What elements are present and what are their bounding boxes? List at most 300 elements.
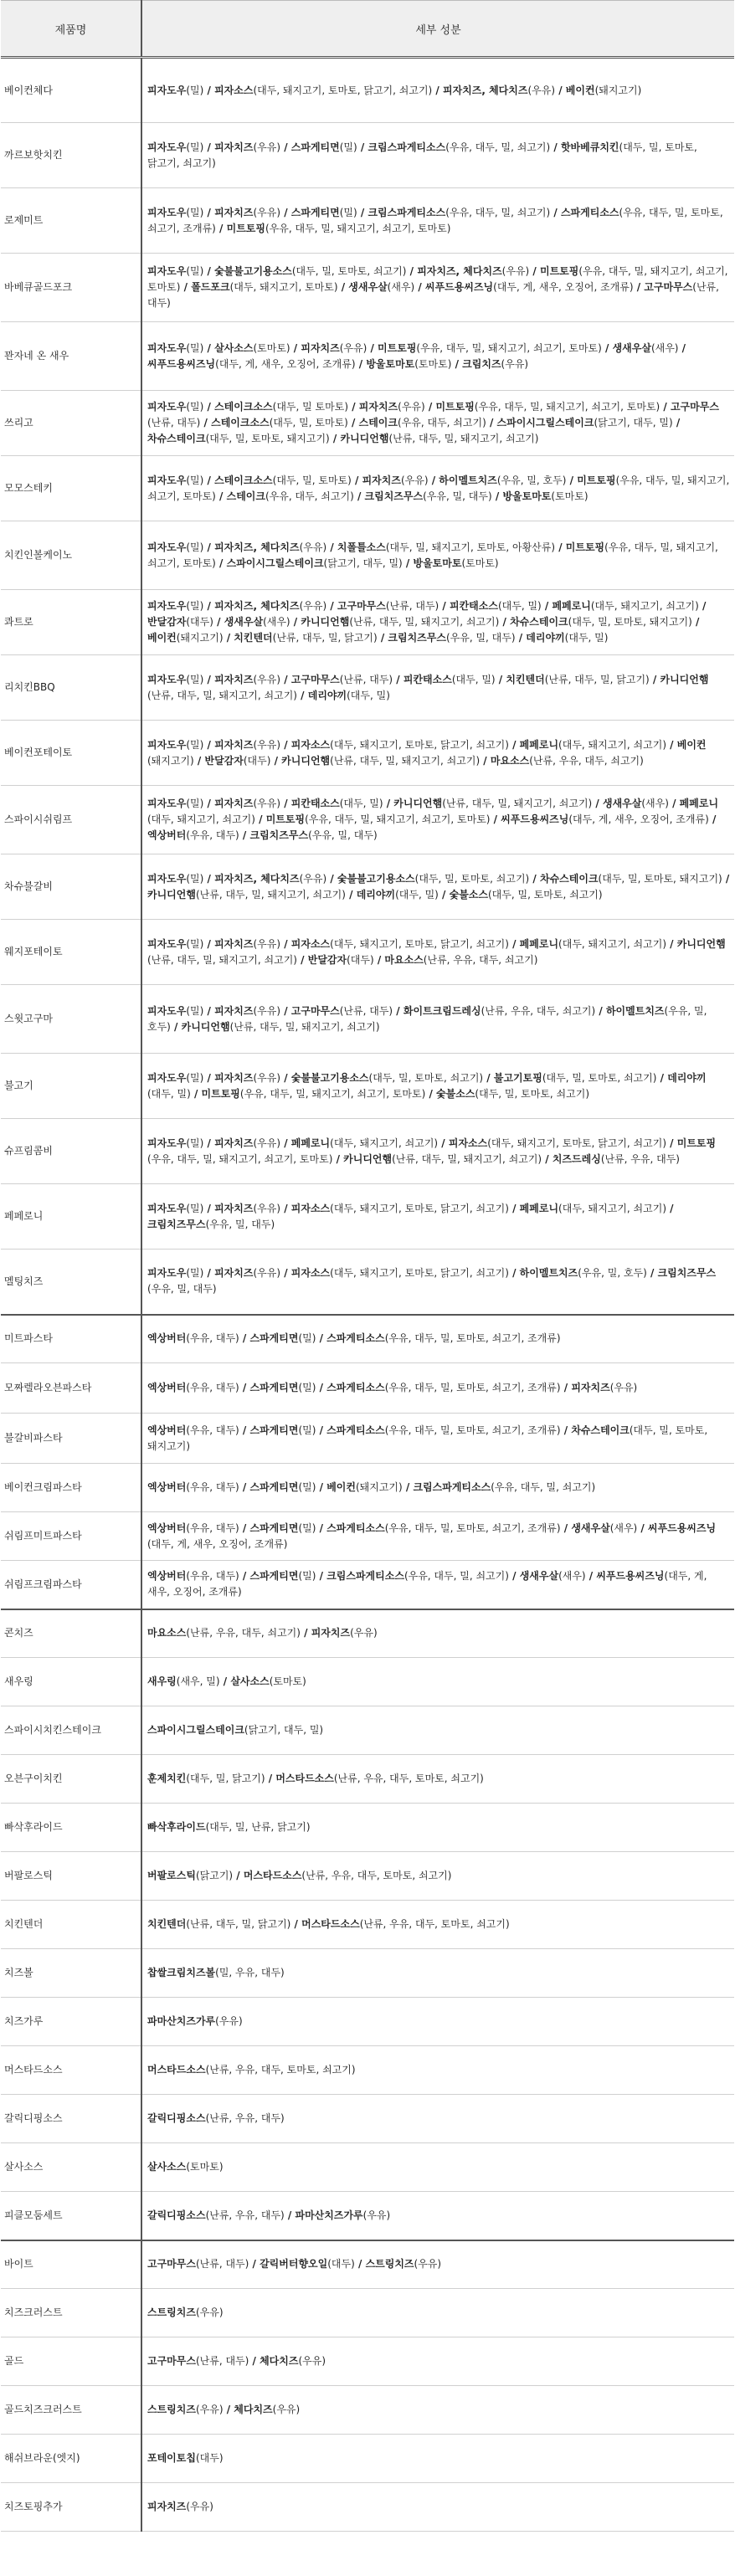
separator-slash: / (555, 84, 566, 96)
product-name-cell: 모모스테키 (1, 456, 141, 521)
ingredient-detail-cell (141, 786, 734, 854)
ingredient-item (510, 616, 692, 628)
ingredient-item (260, 2258, 355, 2270)
ingredient-item (147, 2355, 249, 2367)
separator-slash: / (555, 541, 566, 553)
allergen-list: (우유) (253, 738, 281, 751)
separator-slash: / (560, 1521, 572, 1534)
ingredient-item (214, 475, 352, 486)
allergen-list: (우유, 대두, 밀, 쇠고기) (403, 1570, 509, 1583)
separator-slash: / (180, 281, 192, 293)
allergen-list: (우유, 밀, 호두) (496, 474, 567, 486)
ingredient-name: 버팔로스틱 (147, 1870, 196, 1881)
ingredient-name: 생새우살 (519, 1570, 559, 1583)
separator-slash: / (203, 141, 215, 153)
ingredient-name: 갈릭버터향오일 (260, 2258, 328, 2271)
allergen-list: (새우) (263, 616, 290, 628)
ingredient-item (291, 739, 509, 751)
ingredient-name: 스파게티소스 (560, 206, 619, 218)
table-row (1, 188, 734, 254)
ingredient-name: 고구마무스 (147, 2258, 196, 2271)
ingredient-detail-cell (141, 456, 734, 521)
allergen-list: (우유) (501, 265, 530, 277)
ingredient-item (337, 541, 555, 553)
ingredient-name: 체다치즈 (260, 2355, 299, 2367)
ingredient-item (366, 2258, 442, 2270)
ingredient-detail-cell (141, 2240, 734, 2289)
separator-slash: / (347, 417, 359, 428)
allergen-list: (난류, 우유, 대두, 토마토, 쇠고기) (359, 1918, 510, 1930)
allergen-list: (닭고기, 대두, 밀) (594, 417, 673, 428)
allergen-list: (밀) (186, 474, 204, 486)
product-name-cell: 콰트로 (1, 590, 141, 655)
table-row (1, 1464, 734, 1512)
separator-slash: / (668, 798, 680, 809)
separator-slash: / (203, 265, 215, 277)
separator-slash: / (203, 1137, 215, 1149)
ingredient-name: 카니디언햄 (660, 673, 709, 685)
allergen-list: (우유) (350, 1627, 378, 1640)
product-name-cell: 바이트 (1, 2240, 141, 2289)
ingredient-item (425, 281, 634, 293)
ingredient-item (147, 342, 203, 354)
allergen-list: (밀) (339, 141, 357, 153)
allergen-list: (난류, 우유, 대두, 쇠고기) (423, 953, 538, 966)
ingredient-item (403, 1005, 595, 1017)
separator-slash: / (203, 738, 215, 751)
ingredient-name: 피자치즈, 체다치즈 (214, 872, 300, 885)
ingredient-item (147, 2209, 285, 2221)
separator-slash: / (203, 1202, 215, 1214)
ingredient-name: 치킨텐더 (147, 1918, 187, 1930)
allergen-list: (토마토) (551, 490, 589, 502)
ingredient-name: 데리야끼 (526, 632, 565, 644)
separator-slash: / (203, 84, 215, 96)
separator-slash: / (300, 1627, 311, 1640)
ingredient-detail-cell (141, 985, 734, 1054)
table-row (1, 1414, 734, 1464)
table-row (1, 1755, 734, 1804)
ingredient-item (613, 342, 679, 354)
allergen-list: (대두, 돼지고기, 쇠고기) (147, 813, 255, 825)
product-name-cell: 스파이시치킨스테이크 (1, 1706, 141, 1755)
ingredient-name: 씨푸드용씨즈닝 (501, 813, 569, 825)
ingredient-name: 피자도우 (147, 1071, 187, 1084)
ingredient-item (520, 1267, 647, 1279)
ingredient-detail-cell (141, 2337, 734, 2386)
separator-slash: / (508, 1570, 520, 1583)
separator-slash: / (660, 401, 671, 413)
ingredient-item (291, 1005, 393, 1017)
ingredient-item (214, 85, 432, 96)
ingredient-item (502, 490, 588, 502)
separator-slash: / (353, 490, 365, 502)
allergen-list: (토마토) (269, 1675, 306, 1687)
ingredient-name: 피자소스 (290, 738, 331, 751)
ingredient-item (147, 1424, 239, 1436)
table-row (1, 521, 734, 590)
separator-slash: / (357, 141, 368, 153)
allergen-list: (난류, 우유, 대두, 토마토, 쇠고기) (301, 1870, 452, 1881)
separator-slash: / (550, 141, 561, 153)
allergen-list: (밀) (186, 1071, 204, 1084)
ingredient-detail-cell (141, 2289, 734, 2337)
allergen-list: (밀) (186, 401, 204, 413)
ingredient-item (147, 739, 203, 751)
ingredient-item (147, 889, 346, 901)
separator-slash: / (280, 141, 291, 153)
ingredient-name: 피자소스 (290, 937, 331, 950)
separator-slash: / (601, 341, 613, 354)
ingredient-name: 하이멜트치즈 (605, 1004, 665, 1017)
table-row (1, 2289, 734, 2337)
ingredient-name: 페페로니 (679, 798, 719, 809)
ingredient-name: 핫바베큐치킨 (560, 141, 619, 153)
separator-slash: / (377, 632, 388, 644)
ingredient-item (147, 600, 203, 612)
allergen-list: (난류, 대두, 밀, 돼지고기, 쇠고기) (195, 888, 346, 901)
separator-slash: / (280, 1004, 291, 1017)
allergen-list: (밀) (186, 798, 204, 809)
separator-slash: / (373, 953, 385, 966)
ingredient-detail-cell (141, 391, 734, 456)
ingredient-item (301, 1918, 510, 1930)
allergen-list: (밀) (186, 1202, 204, 1214)
product-name-cell: 골드 (1, 2337, 141, 2386)
separator-slash: / (280, 673, 291, 685)
ingredient-item (182, 1021, 380, 1033)
product-name-cell: 살사소스 (1, 2143, 141, 2192)
allergen-list: (대두, 밀) (339, 798, 383, 809)
ingredient-item (214, 1267, 280, 1279)
allergen-list: (대두) (347, 953, 374, 966)
ingredient-detail-cell (141, 1414, 734, 1464)
ingredient-item (147, 2258, 249, 2270)
allergen-list: (밀) (186, 673, 204, 685)
ingredient-item (368, 207, 550, 218)
allergen-list: (대두, 밀, 토마토, 쇠고기) (368, 1071, 484, 1084)
allergen-list: (우유, 대두, 밀, 돼지고기, 쇠고기, 토마토) (474, 401, 660, 413)
ingredient-item (214, 873, 326, 885)
allergen-list: (밀) (186, 600, 204, 612)
separator-slash: / (284, 2209, 296, 2221)
allergen-list: (대두, 밀, 토마토, 쇠고기) (291, 265, 407, 277)
ingredient-name: 베이컨 (147, 632, 177, 644)
allergen-list: (우유) (609, 1382, 638, 1393)
separator-slash: / (541, 600, 553, 612)
ingredient-name: 숯불소스 (449, 888, 488, 901)
allergen-list: (우유) (299, 600, 327, 612)
ingredient-detail-cell (141, 1315, 734, 1363)
ingredient-name: 엑상버터 (147, 1332, 187, 1345)
allergen-list: (우유, 대두, 밀, 돼지고기,쇠고기, 토마토) (147, 474, 730, 502)
allergen-list: (우유) (253, 1202, 281, 1214)
allergen-list: (난류, 대두, 밀, 돼지고기, 쇠고기) (388, 433, 539, 444)
product-name-cell: 슈프림콤비 (1, 1119, 141, 1184)
ingredient-name: 스테이크 (358, 417, 398, 428)
allergen-list: (밀) (298, 1481, 316, 1493)
ingredient-name: 생새우살 (602, 798, 642, 809)
ingredient-item (214, 674, 280, 685)
separator-slash: / (480, 754, 491, 767)
table-row (1, 2095, 734, 2143)
allergen-list: (토마토) (186, 2161, 224, 2173)
allergen-list: (대두, 돼지고기, 토마토, 닭고기, 쇠고기) (330, 937, 509, 950)
allergen-list: (대두, 돼지고기, 토마토, 닭고기, 쇠고기) (487, 1137, 666, 1149)
ingredient-name: 크림스파게티소스 (326, 1570, 404, 1583)
allergen-list: (대두, 돼지고기, 쇠고기) (590, 600, 699, 612)
ingredient-name: 스파게티면 (249, 1382, 299, 1393)
ingredient-name: 피자치즈, 체다치즈 (214, 600, 300, 612)
separator-slash: / (249, 2355, 260, 2367)
ingredient-name: 빠삭후라이드 (147, 1821, 206, 1833)
ingredient-item (296, 2209, 391, 2221)
ingredient-detail-cell (141, 322, 734, 391)
ingredient-item (393, 798, 592, 809)
ingredient-name: 스파게티면 (249, 1424, 299, 1436)
ingredient-item (520, 938, 666, 950)
ingredient-detail-cell (141, 1658, 734, 1706)
ingredient-item (343, 1153, 542, 1165)
allergen-list: (대두, 게, 새우, 오징어, 조개류) (215, 357, 356, 370)
separator-slash: / (424, 401, 436, 413)
allergen-list: (우유, 밀, 호두) (578, 1267, 647, 1280)
allergen-list: (대두) (186, 616, 213, 628)
separator-slash: / (239, 1481, 250, 1493)
separator-slash: / (280, 738, 291, 751)
allergen-list: (대두, 밀) (451, 673, 496, 685)
separator-slash: / (316, 1424, 327, 1436)
allergen-list: (토마토) (253, 341, 290, 354)
product-name-cell: 모짜렐라오븐파스타 (1, 1363, 141, 1414)
ingredient-name: 엑상버터 (147, 1570, 187, 1583)
ingredient-item (147, 2161, 224, 2173)
separator-slash: / (239, 1332, 250, 1345)
product-name-cell: 골드치즈크러스트 (1, 2386, 141, 2435)
allergen-list: (대두, 밀, 토마토) (272, 474, 352, 486)
ingredient-item (520, 739, 666, 751)
allergen-list: (밀) (186, 84, 204, 96)
ingredient-name: 치즈드레싱 (552, 1152, 601, 1165)
separator-slash: / (316, 1521, 327, 1534)
ingredient-item (147, 798, 203, 809)
ingredient-name: 피자치즈 (214, 1137, 254, 1149)
ingredient-name: 피자치즈 (214, 1202, 254, 1214)
table-row (1, 1949, 734, 1998)
ingredient-detail-cell (141, 188, 734, 254)
separator-slash: / (345, 888, 357, 901)
ingredient-name: 스파게티소스 (326, 1521, 385, 1534)
separator-slash: / (592, 798, 603, 809)
product-name-cell: 스파이시쉬림프 (1, 786, 141, 854)
ingredient-item (462, 358, 528, 370)
separator-slash: / (239, 1521, 250, 1534)
ingredient-name: 스파게티면 (249, 1570, 299, 1583)
ingredient-item (147, 616, 213, 628)
ingredient-name: 차슈스테이크 (571, 1424, 630, 1436)
separator-slash: / (402, 557, 414, 569)
product-name-cell: 꽌자네 온 새우 (1, 322, 141, 391)
ingredient-item (340, 433, 538, 444)
ingredient-name: 스테이크소스 (214, 474, 273, 486)
separator-slash: / (296, 953, 308, 966)
column-header-detail-ingredients: 세부 성분 (141, 1, 734, 58)
separator-slash: / (393, 1004, 403, 1017)
ingredient-detail-cell (141, 1755, 734, 1804)
ingredient-name: 크림스파게티소스 (368, 206, 446, 218)
ingredient-item (147, 401, 203, 413)
allergen-list: (밀) (186, 141, 204, 153)
ingredient-item (147, 2501, 213, 2512)
ingredient-name: 스파게티소스 (326, 1424, 385, 1436)
allergen-list: (우유, 대두, 밀, 토마토, 쇠고기, 조개류) (384, 1382, 561, 1393)
product-name-cell: 베이컨체다 (1, 58, 141, 123)
ingredient-item (403, 674, 496, 685)
product-name-cell: 피클모둠세트 (1, 2192, 141, 2240)
ingredient-name: 피자치즈 (214, 1071, 254, 1084)
table-row (1, 391, 734, 456)
ingredient-detail-cell (141, 1998, 734, 2046)
ingredient-name: 피자도우 (147, 1202, 187, 1214)
ingredient-name: 피자도우 (147, 600, 187, 612)
separator-slash: / (508, 1202, 520, 1214)
product-name-cell: 오븐구이치킨 (1, 1755, 141, 1804)
separator-slash: / (351, 474, 362, 486)
separator-slash: / (326, 600, 337, 612)
separator-slash: / (656, 1071, 668, 1084)
allergen-list: (우유) (298, 2355, 326, 2367)
ingredient-name: 피자치즈, 체다치즈 (417, 265, 502, 277)
ingredient-item (211, 417, 348, 428)
allergen-list: (우유) (299, 872, 327, 885)
ingredient-name: 엑상버터 (147, 829, 187, 841)
allergen-list: (밀) (186, 937, 204, 950)
allergen-list: (우유, 대두, 밀, 쇠고기) (445, 206, 551, 218)
allergen-list: (난류, 우유, 대두, 토마토, 쇠고기) (333, 1773, 484, 1784)
ingredient-item (378, 342, 602, 354)
ingredient-name: 갈릭디핑소스 (147, 2112, 206, 2124)
ingredient-name: 차슈스테이크 (147, 433, 206, 444)
ingredient-name: 스파이시그릴스테이크 (147, 1724, 244, 1736)
product-name-cell: 웨지포테이토 (1, 920, 141, 985)
allergen-list: (대두, 게, 새우, 오징어, 조개류) (493, 281, 634, 293)
separator-slash: / (637, 1521, 648, 1534)
ingredient-name: 머스타드소스 (301, 1918, 360, 1930)
separator-slash: / (666, 1202, 674, 1214)
ingredient-detail-cell (141, 854, 734, 920)
ingredient-item (147, 541, 203, 553)
allergen-list: (난류, 우유, 대두, 쇠고기) (481, 1004, 596, 1017)
ingredient-name: 숯불불고기용소스 (290, 1071, 369, 1084)
ingredient-item (443, 85, 555, 96)
separator-slash: / (332, 1152, 344, 1165)
allergen-list: (우유) (195, 2404, 224, 2415)
allergen-list: (우유, 대두, 밀, 돼지고기, 쇠고기, 토마토) (147, 265, 728, 293)
allergen-list: (새우) (641, 798, 669, 809)
ingredient-name: 생새우살 (348, 281, 388, 293)
ingredient-name: 고구마무스 (670, 401, 719, 413)
table-row (1, 721, 734, 786)
ingredient-item (571, 1382, 637, 1393)
separator-slash: / (508, 1267, 520, 1280)
ingredient-item (147, 2064, 356, 2076)
ingredient-item (147, 141, 203, 153)
separator-slash: / (203, 341, 215, 354)
ingredient-name: 미트토핑 (378, 341, 417, 354)
ingredient-name: 피자도우 (147, 341, 187, 354)
separator-slash: / (280, 1137, 291, 1149)
allergen-list: (난류, 대두, 밀, 돼지고기, 쇠고기) (147, 953, 297, 966)
ingredient-item (214, 207, 280, 218)
allergen-list: (우유) (253, 937, 281, 950)
allergen-list: (난류, 대두) (385, 600, 439, 612)
ingredient-item (147, 85, 203, 96)
ingredient-item (326, 1424, 560, 1436)
ingredient-name: 크림치즈무스 (388, 632, 446, 644)
allergen-list: (우유, 대두, 밀, 토마토, 쇠고기, 조개류) (384, 1521, 561, 1534)
product-name-cell: 리치킨BBQ (1, 655, 141, 721)
ingredient-name: 피자도우 (147, 1137, 187, 1149)
separator-slash: / (280, 937, 291, 950)
ingredient-detail-cell (141, 1706, 734, 1755)
product-name-cell: 멜팅치즈 (1, 1250, 141, 1315)
table-row (1, 1706, 734, 1755)
separator-slash: / (170, 1020, 182, 1033)
ingredient-item (506, 674, 649, 685)
separator-slash: / (316, 1382, 327, 1393)
allergen-list: (밀) (186, 206, 204, 218)
ingredient-item (571, 1522, 637, 1534)
ingredient-item (250, 1522, 316, 1534)
allergen-list: (대두, 밀) (395, 888, 439, 901)
allergen-list: (토마토) (461, 557, 499, 569)
ingredient-item (147, 829, 239, 841)
ingredient-item (435, 401, 660, 413)
table-row (1, 1512, 734, 1561)
allergen-list: (밀) (186, 265, 204, 277)
separator-slash: / (203, 474, 215, 486)
allergen-list: (우유, 대두) (186, 829, 239, 841)
separator-slash: / (326, 541, 337, 553)
ingredient-item (603, 798, 669, 809)
ingredient-item (147, 1203, 203, 1214)
ingredient-item (494, 1072, 657, 1084)
separator-slash: / (529, 872, 540, 885)
ingredient-item (214, 401, 348, 413)
ingredient-item (275, 1773, 484, 1784)
allergen-list: (우유, 대두, 밀, 돼지고기, 쇠고기, 토마토) (239, 1087, 426, 1100)
ingredient-name: 베이컨 (565, 84, 595, 96)
separator-slash: / (290, 341, 301, 354)
ingredient-item (204, 755, 270, 767)
allergen-list: (우유, 대두, 밀, 돼지고기, 쇠고기, 토마토) (147, 1152, 333, 1165)
allergen-list: (대두) (195, 2452, 224, 2464)
ingredient-name: 훈제치킨 (147, 1773, 187, 1784)
allergen-list: (돼지고기) (176, 632, 224, 644)
ingredient-name: 포테이토칩 (147, 2452, 196, 2464)
ingredient-item (147, 1918, 290, 1930)
product-name-cell: 쓰리고 (1, 391, 141, 456)
allergen-list: (난류, 대두, 밀, 돼지고기, 쇠고기) (392, 1152, 542, 1165)
ingredient-name: 피자치즈 (214, 206, 254, 218)
ingredient-item (326, 1481, 403, 1493)
product-name-cell: 치즈토핑추가 (1, 2483, 141, 2532)
ingredient-item (308, 954, 374, 966)
separator-slash: / (348, 401, 359, 413)
allergen-list: (우유) (362, 2209, 391, 2221)
ingredient-item (357, 889, 439, 901)
ingredient-name: 숯불불고기용소스 (214, 265, 292, 277)
